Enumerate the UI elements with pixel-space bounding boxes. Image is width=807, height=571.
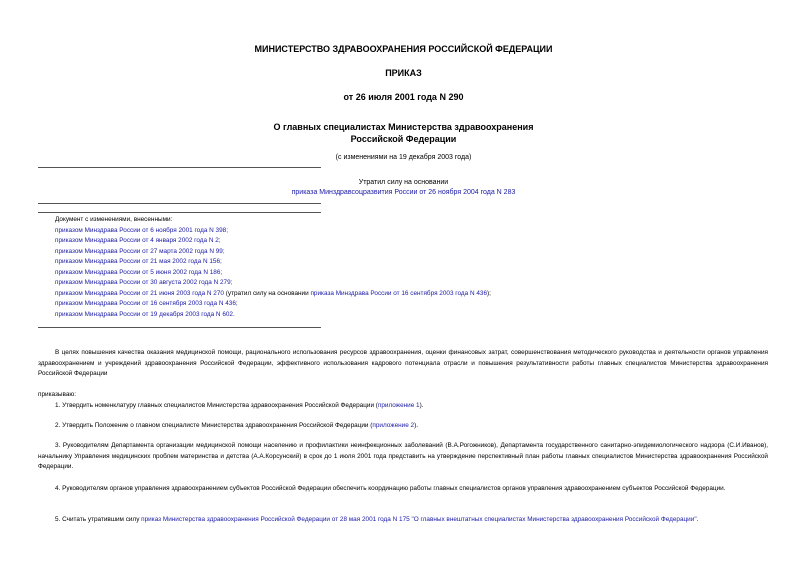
divider xyxy=(38,203,321,204)
document-title-line2: Российской Федерации xyxy=(350,134,457,144)
change-link[interactable]: приказом Минздрава России от 6 ноября 2001 года N 398; xyxy=(55,226,228,234)
change-link[interactable]: приказом Минздрава России от 5 июня 2002 года N 186; xyxy=(55,268,223,276)
paragraph-5: 5. Считать утратившим силу приказ Министерства здравоохранения Российской Федерации от 28 мая 2001 года N 175 "О главных внештатных специалистах Министерства здравоохранения Российской Федерации". xyxy=(55,516,699,523)
divider xyxy=(38,167,321,168)
change-link[interactable]: приказом Минздрава России от 19 декабря 2003 года N 602. xyxy=(55,310,235,318)
order-word: приказываю: xyxy=(38,391,76,398)
change-link[interactable]: приказом Минздрава России от 21 мая 2002 года N 156; xyxy=(55,258,222,265)
change-link[interactable]: приказом Минздрава России от 4 января 2002 года N 2; xyxy=(55,237,221,244)
appendix-2-link[interactable]: приложение 2 xyxy=(372,422,415,429)
change-link[interactable]: приказа Минздрава России от 16 сентября 2003 года N 436 xyxy=(310,289,488,297)
preamble-paragraph: В целях повышения качества оказания медицинской помощи, рационального использования ресурсов здравоохранения, оценки финансовых затрат, совершенствования методического руководства и деятельности органов управления здравоохранением и учреждений здравоохранения Российской Федерации, эффективного использования кадрового потенциала отрасли и повышения результативности работы главных специалистов Министерства здравоохранения Российской Федерации xyxy=(38,349,768,377)
paragraph-1: 1. Утвердить номенклатуру главных специалистов Министерства здравоохранения Российской Федерации (приложение 1). xyxy=(55,402,424,409)
change-link[interactable]: приказом Минздрава России от 30 августа 2002 года N 279; xyxy=(55,279,233,286)
amendment-note: (с изменениями на 19 декабря 2003 года) xyxy=(335,154,472,161)
document-title-line1: О главных специалистах Министерства здравоохранения xyxy=(273,122,534,132)
divider xyxy=(38,327,321,328)
repealed-order-link[interactable]: приказ Министерства здравоохранения Российской Федерации от 28 мая 2001 года N 175 "О главных внештатных специалистах Министерства здравоохранения Российской Федерации" xyxy=(141,516,697,523)
document-type: ПРИКАЗ xyxy=(385,68,422,78)
appendix-1-link[interactable]: приложение 1 xyxy=(377,402,420,409)
change-link[interactable]: приказом Минздрава России от 16 сентября 2003 года N 436; xyxy=(55,300,238,307)
document-date-number: от 26 июля 2001 года N 290 xyxy=(343,92,464,102)
changes-list xyxy=(55,215,491,320)
change-item-7: приказом Минздрава России от 21 июня 2003 года N 270 (утратил силу на основании приказа Минздрава России от 16 сентября 2003 года N 436); xyxy=(55,289,491,297)
repeal-link[interactable]: приказа Минздравсоцразвития России от 26 ноября 2004 года N 283 xyxy=(291,189,516,196)
paragraph-2: 2. Утвердить Положение о главном специалисте Министерства здравоохранения Российской Федерации (приложение 2). xyxy=(55,422,419,429)
paragraph-4: 4. Руководителям органов управления здравоохранением субъектов Российской Федерации обеспечить координацию работы главных специалистов органов управления здравоохранением субъектов Российской Федерации. xyxy=(55,485,726,492)
divider xyxy=(38,212,321,213)
change-link[interactable]: приказом Минздрава России от 21 июня 2003 года N 270 xyxy=(55,289,224,297)
change-link[interactable]: приказом Минздрава России от 27 марта 2002 года N 99; xyxy=(55,247,225,255)
paragraph-3: 3. Руководителям Департамента организации медицинской помощи населению и профилактики неинфекционных заболеваний (В.А.Рогожников), Департамента государственного санитарно-эпидемиологического надзора (С.И.Иванов), начальнику Управления медицинских проблем материнства и детства (А.А.Корсунский) в срок до 1 июля 2001 года представить на утверждение перспективный план работы главных специалистов Министерства здравоохранения Российской Федерации. xyxy=(38,442,768,470)
status-label: Утратил силу на основании xyxy=(358,179,449,186)
changes-intro: Документ с изменениями, внесенными: xyxy=(55,216,173,223)
ministry-heading: МИНИСТЕРСТВО ЗДРАВООХРАНЕНИЯ РОССИЙСКОЙ ФЕДЕРАЦИИ xyxy=(254,44,553,54)
